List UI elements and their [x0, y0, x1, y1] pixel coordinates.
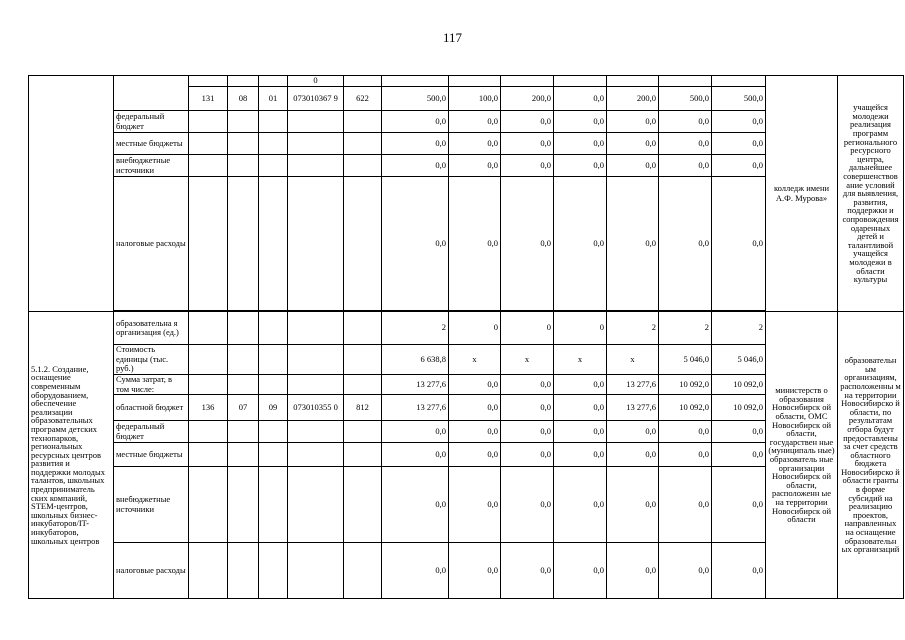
- value-cell: 13 277,6: [607, 395, 659, 421]
- value-cell: 0,0: [382, 543, 449, 599]
- value-cell: 0,0: [554, 443, 607, 467]
- value-cell: 0,0: [449, 467, 501, 543]
- table-cell: [189, 421, 228, 443]
- table-cell: [554, 76, 607, 87]
- value-cell: 0,0: [554, 111, 607, 133]
- value-cell: 0,0: [712, 421, 766, 443]
- budget-table: [28, 75, 904, 599]
- table-cell: [259, 312, 288, 345]
- table-cell: [344, 76, 382, 87]
- value-cell: x: [554, 345, 607, 375]
- table-cell: [228, 76, 259, 87]
- value-cell: 0,0: [382, 467, 449, 543]
- table-cell: [189, 375, 228, 395]
- table-cell: [344, 421, 382, 443]
- value-cell: 0,0: [501, 467, 554, 543]
- value-cell: 0: [554, 312, 607, 345]
- table-cell: [344, 443, 382, 467]
- table-cell: [288, 155, 344, 177]
- row-label: федеральный бюджет: [114, 421, 189, 443]
- table-cell: [228, 543, 259, 599]
- table-cell: [344, 467, 382, 543]
- value-cell: 0,0: [659, 177, 712, 311]
- value-cell: 0,0: [449, 395, 501, 421]
- value-cell: 0,0: [449, 375, 501, 395]
- value-cell: 0,0: [712, 111, 766, 133]
- value-cell: 5 046,0: [712, 345, 766, 375]
- table-cell: [189, 76, 228, 87]
- value-cell: 0,0: [382, 155, 449, 177]
- value-cell: 0,0: [607, 543, 659, 599]
- table-cell: [288, 111, 344, 133]
- table-cell: [228, 421, 259, 443]
- value-cell: 0,0: [712, 177, 766, 311]
- table-cell: [189, 177, 228, 311]
- value-cell: 500,0: [382, 87, 449, 111]
- table-cell: [259, 421, 288, 443]
- table-cell: [344, 111, 382, 133]
- value-cell: 0,0: [501, 395, 554, 421]
- value-cell: 0,0: [449, 155, 501, 177]
- value-cell: 0,0: [659, 467, 712, 543]
- table-cell: [228, 177, 259, 311]
- value-cell: 0,0: [449, 111, 501, 133]
- value-cell: 500,0: [659, 87, 712, 111]
- table-cell: [228, 345, 259, 375]
- code-cell: 622: [344, 87, 382, 111]
- table-cell: [189, 467, 228, 543]
- value-cell: 0,0: [501, 543, 554, 599]
- value-cell: 0,0: [659, 155, 712, 177]
- table-cell: [344, 155, 382, 177]
- value-cell: 0,0: [501, 111, 554, 133]
- code-cell: 136: [189, 395, 228, 421]
- code-cell: 08: [228, 87, 259, 111]
- value-cell: 0,0: [554, 467, 607, 543]
- table-cell: [259, 443, 288, 467]
- value-cell: 0: [501, 312, 554, 345]
- value-cell: 0,0: [501, 421, 554, 443]
- value-cell: x: [607, 345, 659, 375]
- table-cell: [259, 467, 288, 543]
- table-cell: [259, 133, 288, 155]
- value-cell: 0,0: [501, 155, 554, 177]
- value-cell: 0,0: [554, 375, 607, 395]
- value-cell: 0,0: [607, 155, 659, 177]
- value-cell: 10 092,0: [712, 395, 766, 421]
- value-cell: 0,0: [382, 421, 449, 443]
- value-cell: 0,0: [554, 543, 607, 599]
- table-cell: [228, 375, 259, 395]
- csr-code: 073010367 9: [288, 87, 344, 111]
- value-cell: 0,0: [659, 133, 712, 155]
- table-cell: [288, 543, 344, 599]
- table-cell: [259, 76, 288, 87]
- table-cell: [189, 133, 228, 155]
- table-cell: [189, 312, 228, 345]
- value-cell: 0,0: [382, 133, 449, 155]
- table-cell: [344, 177, 382, 311]
- value-cell: 0,0: [659, 543, 712, 599]
- value-cell: 0,0: [607, 443, 659, 467]
- table-cell: [259, 155, 288, 177]
- row-label: внебюджетные источники: [114, 467, 189, 543]
- row-label: Стоимость единицы (тыс. руб.): [114, 345, 189, 375]
- row-label: налоговые расходы: [114, 177, 189, 311]
- table-cell: [344, 345, 382, 375]
- table-cell: [228, 467, 259, 543]
- value-cell: 0,0: [712, 543, 766, 599]
- csr-code: 073010355 0: [288, 395, 344, 421]
- row-label: местные бюджеты: [114, 133, 189, 155]
- row-label: внебюджетные источники: [114, 155, 189, 177]
- table-cell: [228, 133, 259, 155]
- value-cell: 0,0: [554, 155, 607, 177]
- value-cell: 0,0: [607, 133, 659, 155]
- value-cell: 0,0: [712, 467, 766, 543]
- table-cell: [288, 467, 344, 543]
- table-cell: [288, 133, 344, 155]
- value-cell: 0,0: [607, 111, 659, 133]
- value-cell: 13 277,6: [382, 395, 449, 421]
- table-cell: [607, 76, 659, 87]
- row-label: образовательна я организация (ед.): [114, 312, 189, 345]
- value-cell: 6 638,8: [382, 345, 449, 375]
- table-cell: [382, 76, 449, 87]
- table-cell: [501, 76, 554, 87]
- table-cell: [344, 375, 382, 395]
- value-cell: 0,0: [659, 443, 712, 467]
- value-cell: x: [449, 345, 501, 375]
- table-cell: [288, 421, 344, 443]
- value-cell: 13 277,6: [607, 375, 659, 395]
- table-cell: [344, 543, 382, 599]
- row-label: федеральный бюджет: [114, 111, 189, 133]
- top-executor-cell: колледж имени А.Ф. Мурова»: [766, 76, 838, 312]
- table-cell: [288, 443, 344, 467]
- code-cell: 131: [189, 87, 228, 111]
- value-cell: 100,0: [449, 87, 501, 111]
- value-cell: 10 092,0: [659, 395, 712, 421]
- value-cell: 0,0: [382, 443, 449, 467]
- value-cell: 0,0: [554, 395, 607, 421]
- value-cell: x: [501, 345, 554, 375]
- table-cell: [259, 375, 288, 395]
- csr-code: 0: [288, 76, 344, 87]
- table-cell: [189, 543, 228, 599]
- value-cell: 0,0: [712, 443, 766, 467]
- table-cell: [344, 312, 382, 345]
- result-description: образовательн ым организациям, расположенны м на территории Новосибирско й области, по результатам отбора будут предоставлены за счет средств областного бюджета Новосибирско й области гранты в форме субсидий на реализацию проектов, направленных на оснащение образовательн ых организаций: [838, 312, 904, 599]
- value-cell: 200,0: [501, 87, 554, 111]
- value-cell: 0,0: [712, 133, 766, 155]
- value-cell: 0,0: [554, 421, 607, 443]
- value-cell: 0,0: [449, 443, 501, 467]
- table-cell: [189, 111, 228, 133]
- value-cell: 0,0: [554, 177, 607, 311]
- table-cell: [228, 443, 259, 467]
- table-cell: [259, 543, 288, 599]
- row-label: Сумма затрат, в том числе:: [114, 375, 189, 395]
- value-cell: 0,0: [554, 133, 607, 155]
- value-cell: 0,0: [449, 543, 501, 599]
- value-cell: 0,0: [449, 133, 501, 155]
- table-cell: [189, 155, 228, 177]
- value-cell: 0,0: [501, 133, 554, 155]
- table-cell: [288, 312, 344, 345]
- value-cell: 0,0: [501, 375, 554, 395]
- value-cell: 0,0: [449, 421, 501, 443]
- row-label: налоговые расходы: [114, 543, 189, 599]
- table-cell: [344, 133, 382, 155]
- table-cell: [449, 76, 501, 87]
- row-label: местные бюджеты: [114, 443, 189, 467]
- budget-table-sheet: [28, 75, 901, 602]
- value-cell: 0,0: [554, 87, 607, 111]
- table-cell: [228, 312, 259, 345]
- table-cell: [259, 177, 288, 311]
- executor-description: министерств о образования Новосибирск ой области, ОМС Новосибирск ой области, государствен ные (муниципаль ные) образователь ные организации Новосибирск ой области, расположенн ые на территории Новосибирск ой области: [766, 312, 838, 599]
- table-cell: [228, 155, 259, 177]
- value-cell: 2: [659, 312, 712, 345]
- value-cell: 0,0: [501, 443, 554, 467]
- code-cell: 812: [344, 395, 382, 421]
- value-cell: 200,0: [607, 87, 659, 111]
- value-cell: 5 046,0: [659, 345, 712, 375]
- table-cell: [189, 443, 228, 467]
- value-cell: 0,0: [449, 177, 501, 311]
- table-cell: [189, 345, 228, 375]
- value-cell: 0,0: [382, 111, 449, 133]
- value-cell: 13 277,6: [382, 375, 449, 395]
- value-cell: 0,0: [712, 155, 766, 177]
- table-cell: [259, 111, 288, 133]
- value-cell: 500,0: [712, 87, 766, 111]
- table-cell: [228, 111, 259, 133]
- page-number: 117: [442, 30, 463, 45]
- table-cell: [259, 345, 288, 375]
- code-cell: 01: [259, 87, 288, 111]
- measure-description: 5.1.2. Создание, оснащение современным оборудованием, обеспечение реализации образовательных программ детских технопарков, региональных ресурсных центров развития и поддержки молодых талантов, школьных предприниматель ских компаний, STEM-центров, школьных бизнес-инкубаторов/IT-инкубаторов, школьных центров: [29, 312, 114, 599]
- value-cell: 0,0: [501, 177, 554, 311]
- table-cell: [712, 76, 766, 87]
- value-cell: 2: [607, 312, 659, 345]
- table-cell: [659, 76, 712, 87]
- value-cell: 0,0: [607, 421, 659, 443]
- row-label: областной бюджет: [114, 395, 189, 421]
- top-label-cell: [114, 76, 189, 111]
- value-cell: 0,0: [607, 177, 659, 311]
- value-cell: 0: [449, 312, 501, 345]
- value-cell: 0,0: [382, 177, 449, 311]
- value-cell: 10 092,0: [712, 375, 766, 395]
- table-cell: [288, 375, 344, 395]
- value-cell: 0,0: [659, 111, 712, 133]
- top-measure-cell: [29, 76, 114, 312]
- value-cell: 2: [382, 312, 449, 345]
- value-cell: 10 092,0: [659, 375, 712, 395]
- table-cell: [288, 345, 344, 375]
- top-result-cell: учащейся молодежи реализация программ регионального ресурсного центра, дальнейшее совершенствов ание условий для выявления, развития, поддержки и сопровождения одаренных детей и талантливой учащейся молодежи в области культуры: [838, 76, 904, 312]
- value-cell: 0,0: [659, 421, 712, 443]
- code-cell: 07: [228, 395, 259, 421]
- table-cell: [288, 177, 344, 311]
- value-cell: 0,0: [607, 467, 659, 543]
- value-cell: 2: [712, 312, 766, 345]
- code-cell: 09: [259, 395, 288, 421]
